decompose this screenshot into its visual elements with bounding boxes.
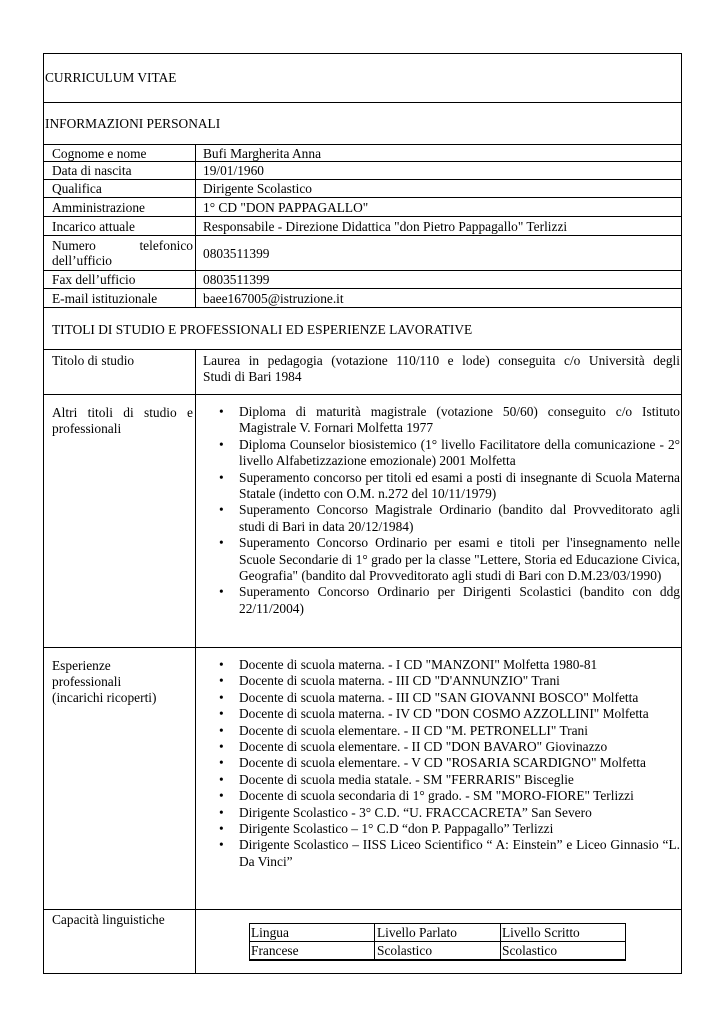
row-line [43,647,682,648]
value-titolo-line2: Studi di Bari 1984 [203,369,302,384]
lang-table-right [625,923,626,960]
list-item: • Docente di scuola materna. - I CD "MANZONI" Molfetta 1980-81 [219,657,598,672]
label-esperienze-line3: (incarichi ricoperti) [52,690,157,705]
list-item: • Docente di scuola materna. - III CD "SAN GIOVANNI BOSCO" Molfetta [219,689,639,705]
outer-border-top [43,53,682,54]
lang-cell-lingua: Francese [251,943,299,958]
value-amministrazione: 1° CD "DON PAPPAGALLO" [203,200,369,215]
row-line [43,179,682,180]
bullet-icon: • [219,739,224,755]
section-titles-heading: TITOLI DI STUDIO E PROFESSIONALI ED ESPERIENZE LAVORATIVE [52,322,473,337]
list-item: • Docente di scuola elementare. - II CD "DON BAVARO" Giovinazzo [219,739,608,755]
bullet-icon: • [219,673,224,689]
list-item: • Dirigente Scolastico - 3° C.D. “U. FRACCACRETA” San Severo [219,804,592,820]
list-item: • Docente di scuola elementare. - V CD "ROSARIA SCARDIGNO" Molfetta [219,755,646,771]
lang-cell-parlato: Scolastico [377,943,433,958]
label-fax: Fax dell’ufficio [52,272,136,287]
lang-table-bottom [249,959,626,961]
bullet-icon: • [219,436,224,452]
bullet-icon: • [219,584,224,600]
row-line [43,394,682,395]
bullet-icon: • [219,837,224,853]
bullet-icon: • [219,804,224,820]
lower-col-divider [195,349,196,973]
label-capacita-linguistiche: Capacità linguistiche [52,912,165,927]
languages-table [249,923,626,961]
lang-header-scritto: Livello Scritto [502,925,580,940]
label-altri-titoli-line2: professionali [52,421,122,436]
value-titolo-line1: Laurea in pedagogia (votazione 110/110 e lode) conseguita c/o Università degli [203,353,680,368]
bullet-icon: • [219,755,224,771]
label-telefono-line2: dell’ufficio [52,253,112,268]
list-item: • Diploma di maturità magistrale (votazione 50/60) conseguito c/o Istituto Magistrale V. Fornari Molfetta 1977 [219,404,680,436]
list-item: • Docente di scuola elementare. - II CD "M. PETRONELLI" Trani [219,722,588,738]
bullet-icon: • [219,404,224,419]
lower-table-top [43,349,682,350]
bullet-icon: • [219,722,224,738]
value-data-nascita: 19/01/1960 [203,163,265,178]
bullet-icon: • [219,821,224,837]
list-item: • Docente di scuola media statale. - SM "FERRARIS" Bisceglie [219,771,574,787]
bullet-icon: • [219,771,224,787]
list-item: • Diploma Counselor biosistemico (1° livello Facilitatore della comunicazione - 2° livello Alfabetizzazione emozionale) 2001 Molfetta [219,436,680,469]
bullet-icon: • [219,535,224,551]
outer-border-left [43,53,44,974]
value-qualifica: Dirigente Scolastico [203,181,312,196]
bullet-icon: • [219,657,224,672]
lang-header-parlato: Livello Parlato [377,925,457,940]
outer-border-bottom [43,973,682,974]
row-line [43,288,682,289]
value-telefono: 0803511399 [203,246,270,261]
cv-title: CURRICULUM VITAE [45,70,177,85]
lang-header-lingua: Lingua [251,925,289,940]
list-item: • Docente di scuola secondaria di 1° grado. - SM "MORO-FIORE" Terlizzi [219,788,634,804]
personal-col-divider [195,144,196,307]
list-item: • Docente di scuola materna. - IV CD "DON COSMO AZZOLLINI" Molfetta [219,706,649,722]
label-esperienze-line1: Esperienze [52,658,111,673]
list-item: • Superamento Concorso Ordinario per esami e titoli per l'insegnamento nelle Scuole Secondarie di 1° grado per la classe "Lettere, Storia ed Educazione Civica, Geografia" (bandito dal Provveditorato agli studi di Bari con D.M.23/03/1990) [219,535,680,584]
divider [43,102,682,103]
row-line [43,909,682,910]
label-email: E-mail istituzionale [52,291,158,306]
lang-table-mid [249,941,626,942]
lang-table-col2 [500,923,501,960]
value-incarico: Responsabile - Direzione Didattica "don Pietro Pappagallo" Terlizzi [203,219,568,234]
label-esperienze-line2: professionali [52,674,122,689]
label-telefono-line1: Numero telefonico [52,238,193,253]
label-amministrazione: Amministrazione [52,200,145,215]
value-cognome: Bufi Margherita Anna [203,146,322,161]
label-qualifica: Qualifica [52,181,102,196]
list-item: • Superamento concorso per titoli ed esami a posti di insegnante di Scuola Materna Statale (indetto con O.M. n.272 del 10/11/1979) [219,469,680,502]
lang-table-left [249,923,250,960]
label-data-nascita: Data di nascita [52,163,132,178]
row-line [43,235,682,236]
list-item: • Superamento Concorso Ordinario per Dirigenti Scolastici (bandito con ddg 22/11/2004) [219,584,680,616]
label-titolo-studio: Titolo di studio [52,353,135,368]
altri-titoli-list [207,404,680,617]
bullet-icon: • [219,502,224,518]
row-line [43,216,682,217]
bullet-icon: • [219,706,224,722]
bullet-icon: • [219,469,224,485]
label-cognome: Cognome e nome [52,146,147,161]
list-item: • Superamento Concorso Magistrale Ordinario (bandito dal Provveditorato agli studi di Bari in data 20/12/1984) [219,502,680,534]
list-item: • Docente di scuola materna. - III CD "D'ANNUNZIO" Trani [219,673,560,689]
esperienze-list [207,657,680,870]
lang-table-col1 [374,923,375,960]
value-email: baee167005@istruzione.it [203,291,344,306]
outer-border-right [681,53,682,974]
lang-cell-scritto: Scolastico [502,943,558,958]
row-line [43,197,682,198]
row-line [43,270,682,271]
label-incarico: Incarico attuale [52,219,135,234]
label-altri-titoli-line1: Altri titoli di studio e [52,405,193,420]
bullet-icon: • [219,788,224,804]
personal-table-bottom [43,307,682,308]
section-personal-title: INFORMAZIONI PERSONALI [45,116,221,131]
list-item: • Dirigente Scolastico – IISS Liceo Scientifico “ A: Einstein” e Liceo Ginnasio “L. Da Vinci” [219,837,680,869]
value-fax: 0803511399 [203,272,270,287]
list-item: • Dirigente Scolastico – 1° C.D “don P. Pappagallo” Terlizzi [219,821,554,837]
bullet-icon: • [219,689,224,705]
